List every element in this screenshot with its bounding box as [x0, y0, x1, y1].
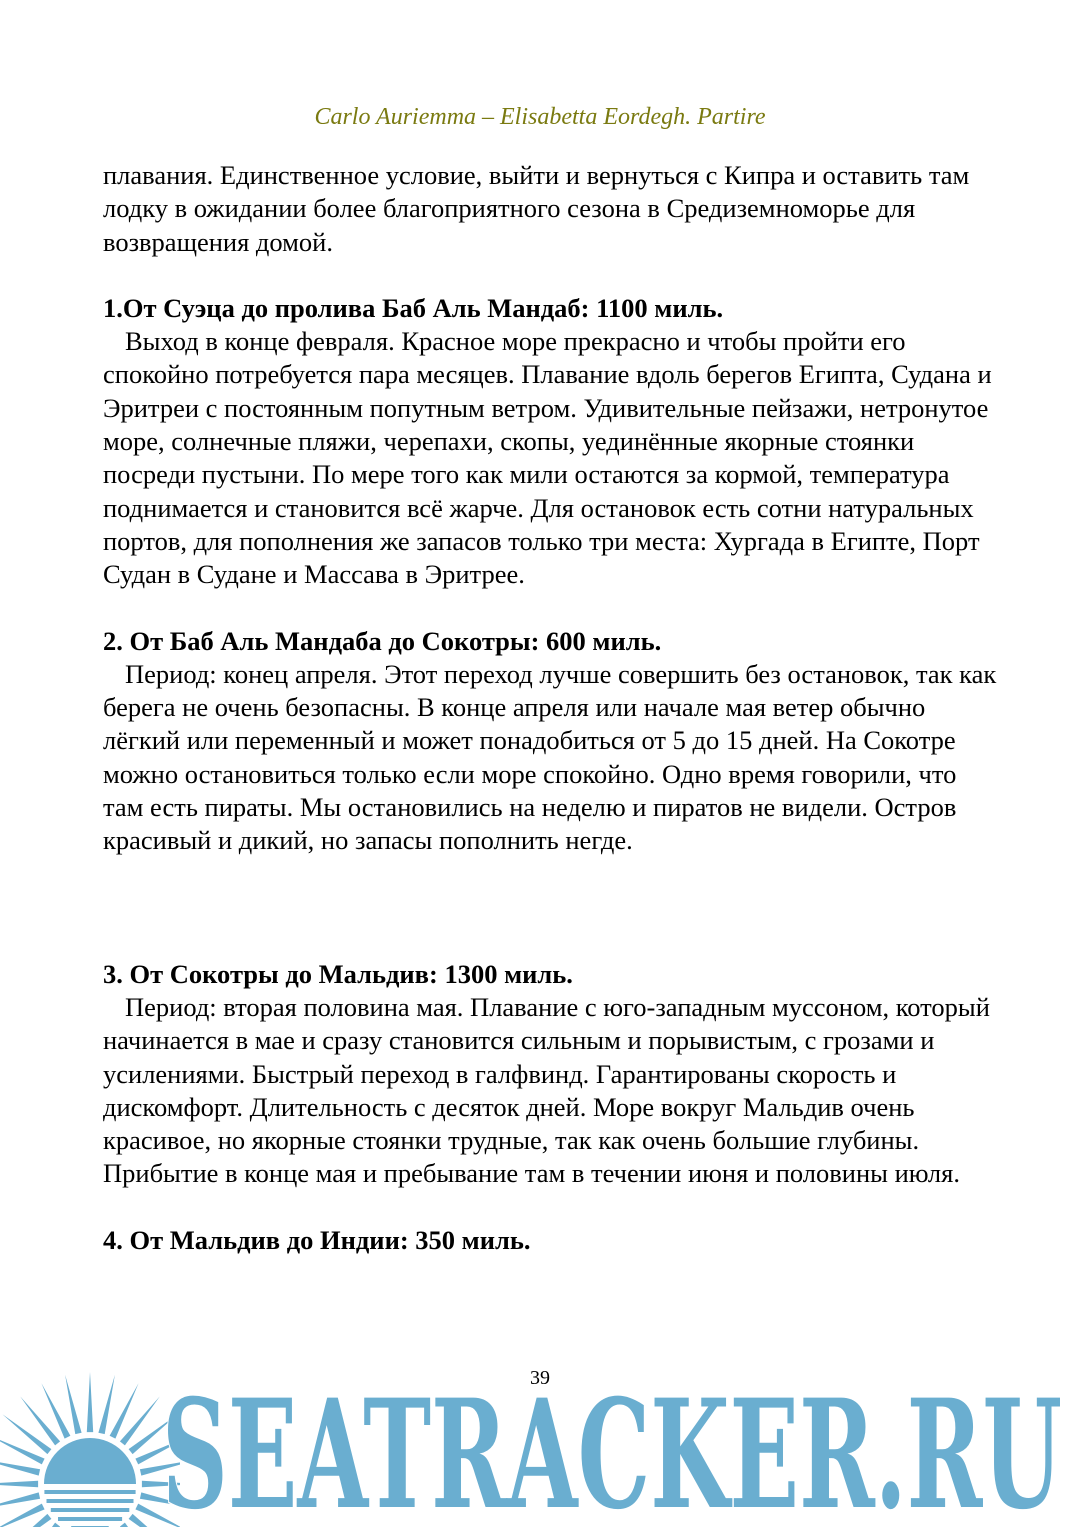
- running-header: Carlo Auriemma – Elisabetta Eordegh. Partire: [314, 104, 766, 130]
- intro-paragraph: плавания. Единственное условие, выйти и вернуться с Кипра и оставить там лодку в ожидании более благоприятного сезона в Средиземноморье для возвращения домой.: [103, 160, 970, 257]
- section-1-heading: 1.От Суэца до пролива Баб Аль Мандаб: 1100 миль.: [103, 292, 724, 323]
- section-3-body: Период: вторая половина мая. Плавание с юго-западным муссоном, который начинается в мае и сразу становится сильным и порывистым, с грозами и усилениями. Быстрый переход в галфвинд. Гарантированы скорость и дискомфорт. Длительность с десяток дней. Море вокруг Мальдив очень красивое, но якорные стоянки трудные, так как очень большие глубины. Прибытие в конце мая и пребывание там в течении июня и половины июля.: [103, 991, 990, 1189]
- spacer: [103, 1191, 1003, 1224]
- section-1-body: Выход в конце февраля. Красное море прекрасно и чтобы пройти его спокойно потребуется пара месяцев. Плавание вдоль берегов Египта, Судана и Эритреи с постоянным попутным ветром. Удивительные пейзажи, нетронутое море, солнечные пляжи, черепахи, скопы, уединённые якорные стоянки посреди пустыни. По мере того как мили остаются за кормой, температура поднимается и становится всё жарче. Для остановок есть сотни натуральных портов, для пополнения же запасов только три места: Хургада в Египте, Порт Судан в Судане и Массава в Эритрее.: [103, 326, 992, 590]
- page-number: 39: [530, 1367, 550, 1389]
- watermark-logo: [162, 1385, 1072, 1525]
- section-3-heading: 3. От Сокотры до Мальдив: 1300 миль.: [103, 958, 573, 989]
- spacer: [103, 858, 1003, 958]
- section-4-heading: 4. От Мальдив до Индии: 350 миль.: [103, 1224, 531, 1255]
- page-content: [103, 159, 1003, 1257]
- section-2-heading: 2. От Баб Аль Мандаба до Сокотры: 600 миль.: [103, 625, 662, 656]
- watermark-text: SEATRACKER.RU: [162, 1385, 1062, 1525]
- spacer: [103, 592, 1003, 625]
- section-2-body: Период: конец апреля. Этот переход лучше совершить без остановок, так как берега не очень безопасны. В конце апреля или начале мая ветер обычно лёгкий или переменный и может понадобиться от 5 до 15 дней. На Сокотре можно остановиться только если море спокойно. Одно время говорили, что там есть пираты. Мы остановились на неделю и пиратов не видели. Остров красивый и дикий, но запасы пополнить негде.: [103, 658, 997, 856]
- spacer: [103, 259, 1003, 292]
